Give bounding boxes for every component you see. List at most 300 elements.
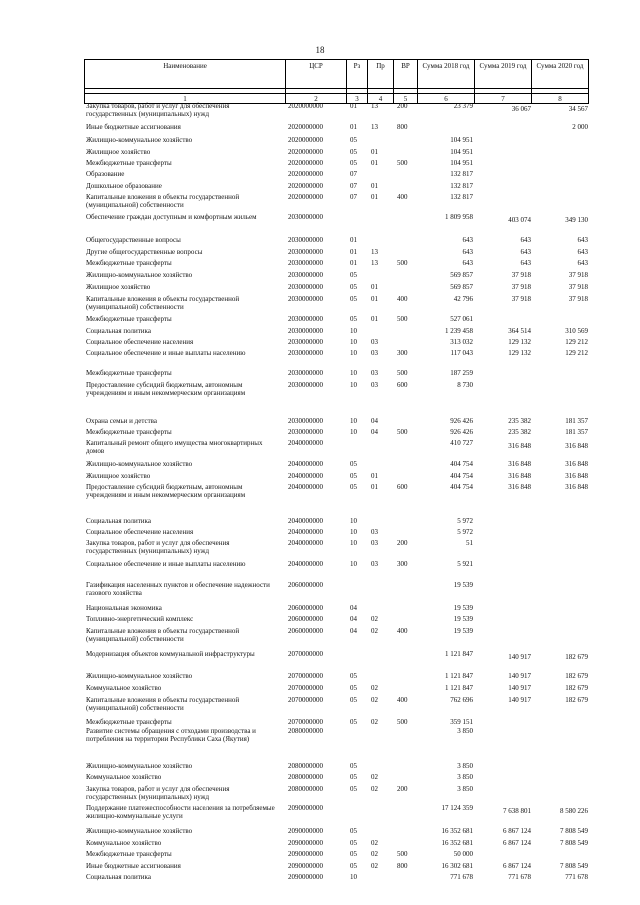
row-pr: 02 [371, 785, 378, 793]
row-pr: 02 [371, 773, 378, 781]
row-csr: 2090000000 [288, 804, 323, 812]
row-sum-2018: 1 121 847 [445, 684, 473, 692]
row-sum-2019: 316 848 [508, 442, 531, 450]
row-sum-2020: 37 918 [568, 283, 588, 291]
row-sum-2018: 359 151 [450, 718, 473, 726]
row-sum-2018: 643 [462, 248, 473, 256]
row-vr: 400 [397, 696, 408, 704]
row-csr: 2090000000 [288, 850, 323, 858]
row-pr: 02 [371, 615, 378, 623]
row-sum-2020: 181 357 [565, 428, 588, 436]
row-name: Капитальные вложения в объекты государственной (муниципальной) собственности [86, 696, 240, 712]
row-sum-2018: 1 121 847 [445, 672, 473, 680]
row-sum-2019: 37 918 [511, 283, 531, 291]
row-sum-2019: 235 382 [508, 417, 531, 425]
row-csr: 2030000000 [288, 381, 323, 389]
row-rz: 04 [350, 627, 357, 635]
row-sum-2018: 17 124 359 [441, 804, 473, 812]
row-pr: 01 [371, 148, 378, 156]
header-name: Наименование [85, 60, 286, 89]
header-pr: Пр [368, 60, 394, 89]
row-sum-2018: 104 951 [450, 148, 473, 156]
row-sum-2018: 23 379 [453, 102, 473, 110]
row-sum-2020: 7 808 549 [560, 862, 588, 870]
row-sum-2018: 104 951 [450, 136, 473, 144]
row-csr: 2030000000 [288, 295, 323, 303]
row-rz: 05 [350, 773, 357, 781]
row-name: Межбюджетные трансферты [86, 428, 172, 436]
row-csr: 2030000000 [288, 369, 323, 377]
row-rz: 07 [350, 170, 357, 178]
row-rz: 05 [350, 684, 357, 692]
row-sum-2019: 37 918 [511, 295, 531, 303]
row-vr: 200 [397, 785, 408, 793]
row-name: Охрана семьи и детства [86, 417, 157, 425]
row-sum-2020: 310 569 [565, 327, 588, 335]
row-pr: 13 [371, 259, 378, 267]
row-name: Межбюджетные трансферты [86, 159, 172, 167]
row-name: Общегосударственные вопросы [86, 236, 181, 244]
row-sum-2018: 762 696 [450, 696, 473, 704]
row-pr: 01 [371, 295, 378, 303]
row-csr: 2090000000 [288, 839, 323, 847]
row-csr: 2060000000 [288, 615, 323, 623]
row-sum-2018: 643 [462, 259, 473, 267]
row-name: Социальная политика [86, 327, 151, 335]
row-csr: 2040000000 [288, 517, 323, 525]
row-sum-2019: 364 514 [508, 327, 531, 335]
row-rz: 05 [350, 696, 357, 704]
header-num-5: 5 [394, 94, 418, 104]
row-sum-2020: 771 678 [565, 873, 588, 881]
row-name: Газификация населенных пунктов и обеспечение надежности газового хозяйства [86, 581, 270, 597]
row-rz: 01 [350, 102, 357, 110]
row-name: Жилищное хозяйство [86, 283, 151, 291]
row-csr: 2020000000 [288, 193, 323, 201]
row-vr: 800 [397, 862, 408, 870]
row-sum-2018: 132 817 [450, 170, 473, 178]
row-csr: 2020000000 [288, 148, 323, 156]
row-csr: 2030000000 [288, 259, 323, 267]
row-rz: 05 [350, 271, 357, 279]
row-vr: 400 [397, 627, 408, 635]
row-vr: 500 [397, 369, 408, 377]
row-sum-2018: 926 426 [450, 428, 473, 436]
row-csr: 2020000000 [288, 136, 323, 144]
row-sum-2019: 140 917 [508, 696, 531, 704]
row-sum-2018: 569 857 [450, 271, 473, 279]
header-num-4: 4 [368, 94, 394, 104]
row-sum-2019: 643 [520, 236, 531, 244]
row-sum-2020: 643 [577, 236, 588, 244]
row-csr: 2070000000 [288, 718, 323, 726]
row-pr: 01 [371, 315, 378, 323]
row-sum-2018: 404 754 [450, 472, 473, 480]
row-csr: 2020000000 [288, 123, 323, 131]
row-csr: 2030000000 [288, 283, 323, 291]
row-sum-2020: 316 848 [565, 442, 588, 450]
row-rz: 05 [350, 672, 357, 680]
row-csr: 2040000000 [288, 539, 323, 547]
row-rz: 05 [350, 850, 357, 858]
row-sum-2019: 771 678 [508, 873, 531, 881]
row-sum-2018: 3 850 [457, 727, 473, 735]
row-csr: 2080000000 [288, 762, 323, 770]
row-sum-2019: 37 918 [511, 271, 531, 279]
row-csr: 2070000000 [288, 684, 323, 692]
row-rz: 05 [350, 283, 357, 291]
row-rz: 05 [350, 315, 357, 323]
row-name: Социальное обеспечение и иные выплаты населению [86, 349, 246, 357]
row-csr: 2080000000 [288, 773, 323, 781]
row-csr: 2060000000 [288, 581, 323, 589]
row-sum-2019: 140 917 [508, 672, 531, 680]
row-sum-2018: 3 850 [457, 762, 473, 770]
row-csr: 2030000000 [288, 417, 323, 425]
row-sum-2018: 16 352 681 [441, 839, 473, 847]
row-name: Дошкольное образование [86, 182, 162, 190]
row-name: Развитие системы обращения с отходами производства и потребления на территории Республики Саха (Якутия) [86, 727, 256, 743]
row-rz: 10 [350, 327, 357, 335]
header-vr: ВР [394, 60, 418, 89]
row-name: Обеспечение граждан доступным и комфортным жильем [86, 213, 257, 221]
header-num-3: 3 [347, 94, 368, 104]
row-sum-2020: 316 848 [565, 460, 588, 468]
row-pr: 03 [371, 381, 378, 389]
row-sum-2019: 6 867 124 [503, 862, 531, 870]
row-sum-2020: 316 848 [565, 472, 588, 480]
row-sum-2018: 51 [466, 539, 473, 547]
row-rz: 05 [350, 862, 357, 870]
row-csr: 2030000000 [288, 428, 323, 436]
row-sum-2020: 643 [577, 248, 588, 256]
row-rz: 05 [350, 827, 357, 835]
row-sum-2020: 182 679 [565, 653, 588, 661]
row-rz: 10 [350, 528, 357, 536]
row-rz: 10 [350, 560, 357, 568]
row-csr: 2070000000 [288, 672, 323, 680]
row-sum-2018: 410 727 [450, 439, 473, 447]
row-name: Жилищно-коммунальное хозяйство [86, 460, 193, 468]
row-sum-2019: 129 132 [508, 338, 531, 346]
row-vr: 500 [397, 718, 408, 726]
row-csr: 2030000000 [288, 315, 323, 323]
row-name: Социальное обеспечение населения [86, 338, 194, 346]
row-name: Другие общегосударственные вопросы [86, 248, 203, 256]
row-sum-2018: 19 539 [453, 604, 473, 612]
row-csr: 2060000000 [288, 627, 323, 635]
row-csr: 2030000000 [288, 327, 323, 335]
row-csr: 2070000000 [288, 650, 323, 658]
row-rz: 04 [350, 615, 357, 623]
row-csr: 2030000000 [288, 248, 323, 256]
row-name: Жилищное хозяйство [86, 472, 151, 480]
row-sum-2020: 316 848 [565, 483, 588, 491]
row-sum-2018: 569 857 [450, 283, 473, 291]
row-sum-2018: 3 850 [457, 785, 473, 793]
row-rz: 07 [350, 182, 357, 190]
row-pr: 03 [371, 539, 378, 547]
row-vr: 500 [397, 315, 408, 323]
row-sum-2018: 1 809 958 [445, 213, 473, 221]
row-sum-2020: 2 000 [572, 123, 588, 131]
row-name: Капитальный ремонт общего имущества многоквартирных домов [86, 439, 263, 455]
row-pr: 13 [371, 248, 378, 256]
header-num-1: 1 [85, 94, 286, 104]
row-name: Капитальные вложения в объекты государственной (муниципальной) собственности [86, 193, 240, 209]
header-sum-2019: Сумма 2019 год [475, 60, 532, 89]
header-csr: ЦСР [286, 60, 347, 89]
row-name: Жилищно-коммунальное хозяйство [86, 271, 193, 279]
row-name: Межбюджетные трансферты [86, 259, 172, 267]
row-rz: 05 [350, 472, 357, 480]
row-pr: 01 [371, 283, 378, 291]
row-rz: 10 [350, 338, 357, 346]
row-sum-2020: 349 130 [565, 216, 588, 224]
row-csr: 2070000000 [288, 696, 323, 704]
row-pr: 02 [371, 627, 378, 635]
row-rz: 05 [350, 460, 357, 468]
row-name: Социальное обеспечение населения [86, 528, 194, 536]
row-rz: 01 [350, 259, 357, 267]
row-name: Иные бюджетные ассигнования [86, 862, 181, 870]
row-sum-2018: 771 678 [450, 873, 473, 881]
row-sum-2019: 6 867 124 [503, 827, 531, 835]
row-sum-2020: 37 918 [568, 295, 588, 303]
row-vr: 400 [397, 193, 408, 201]
row-csr: 2020000000 [288, 102, 323, 110]
row-vr: 200 [397, 102, 408, 110]
row-vr: 300 [397, 349, 408, 357]
row-csr: 2030000000 [288, 271, 323, 279]
row-name: Коммунальное хозяйство [86, 773, 162, 781]
row-sum-2019: 235 382 [508, 428, 531, 436]
row-csr: 2020000000 [288, 170, 323, 178]
row-name: Модернизация объектов коммунальной инфраструктуры [86, 650, 255, 658]
row-pr: 03 [371, 528, 378, 536]
row-pr: 01 [371, 159, 378, 167]
row-sum-2019: 316 848 [508, 460, 531, 468]
row-vr: 500 [397, 259, 408, 267]
row-sum-2018: 643 [462, 236, 473, 244]
row-name: Национальная экономика [86, 604, 162, 612]
row-name: Жилищно-коммунальное хозяйство [86, 762, 193, 770]
row-sum-2020: 7 808 549 [560, 827, 588, 835]
row-sum-2018: 5 972 [457, 528, 473, 536]
row-csr: 2040000000 [288, 460, 323, 468]
row-pr: 01 [371, 193, 378, 201]
row-rz: 05 [350, 483, 357, 491]
row-name: Жилищно-коммунальное хозяйство [86, 136, 193, 144]
row-vr: 300 [397, 560, 408, 568]
row-rz: 05 [350, 159, 357, 167]
row-rz: 10 [350, 349, 357, 357]
row-rz: 10 [350, 417, 357, 425]
row-pr: 02 [371, 839, 378, 847]
row-pr: 04 [371, 428, 378, 436]
row-csr: 2030000000 [288, 236, 323, 244]
row-sum-2020: 8 580 226 [560, 807, 588, 815]
row-name: Межбюджетные трансферты [86, 718, 172, 726]
row-pr: 02 [371, 850, 378, 858]
row-name: Капитальные вложения в объекты государственной (муниципальной) собственности [86, 627, 240, 643]
row-name: Капитальные вложения в объекты государственной (муниципальной) собственности [86, 295, 240, 311]
row-sum-2018: 8 730 [457, 381, 473, 389]
row-sum-2018: 926 426 [450, 417, 473, 425]
row-csr: 2030000000 [288, 349, 323, 357]
row-rz: 01 [350, 236, 357, 244]
row-rz: 10 [350, 369, 357, 377]
row-sum-2018: 313 032 [450, 338, 473, 346]
row-sum-2020: 37 918 [568, 271, 588, 279]
row-pr: 03 [371, 338, 378, 346]
row-rz: 01 [350, 123, 357, 131]
row-rz: 07 [350, 193, 357, 201]
row-name: Закупка товаров, работ и услуг для обеспечения государственных (муниципальных) нужд [86, 785, 230, 801]
row-name: Межбюджетные трансферты [86, 850, 172, 858]
row-sum-2018: 19 539 [453, 615, 473, 623]
row-csr: 2020000000 [288, 182, 323, 190]
row-rz: 05 [350, 136, 357, 144]
header-sum-2020: Сумма 2020 год [532, 60, 589, 89]
row-pr: 03 [371, 560, 378, 568]
row-csr: 2040000000 [288, 528, 323, 536]
row-sum-2019: 643 [520, 248, 531, 256]
row-rz: 10 [350, 539, 357, 547]
row-pr: 02 [371, 718, 378, 726]
row-vr: 600 [397, 381, 408, 389]
row-vr: 200 [397, 539, 408, 547]
row-sum-2018: 187 259 [450, 369, 473, 377]
row-csr: 2090000000 [288, 827, 323, 835]
row-name: Поддержание платежеспособности населения за потребляемые жилищно-коммунальные услуги [86, 804, 275, 820]
row-name: Топливно-энергетический комплекс [86, 615, 194, 623]
row-sum-2018: 132 817 [450, 182, 473, 190]
row-name: Коммунальное хозяйство [86, 839, 162, 847]
row-pr: 13 [371, 102, 378, 110]
row-name: Социальная политика [86, 873, 151, 881]
row-sum-2018: 19 539 [453, 581, 473, 589]
row-vr: 500 [397, 850, 408, 858]
row-name: Закупка товаров, работ и услуг для обеспечения государственных (муниципальных) нужд [86, 102, 230, 118]
row-sum-2019: 129 132 [508, 349, 531, 357]
row-csr: 2090000000 [288, 873, 323, 881]
row-rz: 10 [350, 517, 357, 525]
row-csr: 2030000000 [288, 213, 323, 221]
page-number: 18 [315, 45, 325, 55]
row-csr: 2030000000 [288, 338, 323, 346]
row-sum-2019: 316 848 [508, 483, 531, 491]
row-csr: 2040000000 [288, 560, 323, 568]
row-rz: 10 [350, 873, 357, 881]
row-sum-2018: 3 850 [457, 773, 473, 781]
row-sum-2018: 16 302 681 [441, 862, 473, 870]
row-vr: 600 [397, 483, 408, 491]
row-rz: 05 [350, 839, 357, 847]
row-sum-2018: 5 921 [457, 560, 473, 568]
row-csr: 2040000000 [288, 439, 323, 447]
row-pr: 01 [371, 182, 378, 190]
row-sum-2018: 104 951 [450, 159, 473, 167]
row-sum-2018: 16 352 681 [441, 827, 473, 835]
row-pr: 02 [371, 696, 378, 704]
row-name: Жилищно-коммунальное хозяйство [86, 827, 193, 835]
row-csr: 2080000000 [288, 785, 323, 793]
row-pr: 04 [371, 417, 378, 425]
row-sum-2019: 140 917 [508, 653, 531, 661]
row-name: Образование [86, 170, 125, 178]
row-sum-2018: 50 000 [453, 850, 473, 858]
row-sum-2020: 34 567 [568, 105, 588, 113]
row-name: Предоставление субсидий бюджетным, автономным учреждениям и иным некоммерческим организациям [86, 483, 246, 499]
row-sum-2019: 140 917 [508, 684, 531, 692]
row-sum-2020: 182 679 [565, 696, 588, 704]
header-num-7: 7 [475, 94, 532, 104]
row-sum-2018: 117 043 [450, 349, 473, 357]
row-csr: 2040000000 [288, 483, 323, 491]
row-sum-2018: 527 061 [450, 315, 473, 323]
row-rz: 10 [350, 428, 357, 436]
row-sum-2018: 1 121 847 [445, 650, 473, 658]
row-pr: 02 [371, 684, 378, 692]
row-name: Коммунальное хозяйство [86, 684, 162, 692]
row-sum-2020: 129 212 [565, 338, 588, 346]
row-name: Иные бюджетные ассигнования [86, 123, 181, 131]
header-num-2: 2 [286, 94, 347, 104]
row-sum-2019: 643 [520, 259, 531, 267]
row-name: Закупка товаров, работ и услуг для обеспечения государственных (муниципальных) нужд [86, 539, 230, 555]
row-vr: 400 [397, 295, 408, 303]
row-name: Социальная политика [86, 517, 151, 525]
row-vr: 800 [397, 123, 408, 131]
header-num-8: 8 [532, 94, 589, 104]
row-sum-2018: 19 539 [453, 627, 473, 635]
header-sum-2018: Сумма 2018 год [418, 60, 475, 89]
row-name: Жилищно-коммунальное хозяйство [86, 672, 193, 680]
row-sum-2019: 7 638 801 [503, 807, 531, 815]
row-rz: 05 [350, 718, 357, 726]
row-vr: 500 [397, 428, 408, 436]
header-num-6: 6 [418, 94, 475, 104]
row-sum-2020: 182 679 [565, 684, 588, 692]
row-sum-2019: 316 848 [508, 472, 531, 480]
row-rz: 05 [350, 785, 357, 793]
row-sum-2018: 404 754 [450, 483, 473, 491]
row-rz: 05 [350, 148, 357, 156]
header-rz: Рз [347, 60, 368, 89]
row-sum-2020: 129 212 [565, 349, 588, 357]
row-sum-2019: 6 867 124 [503, 839, 531, 847]
row-csr: 2020000000 [288, 159, 323, 167]
row-pr: 01 [371, 472, 378, 480]
row-rz: 10 [350, 381, 357, 389]
row-name: Жилищное хозяйство [86, 148, 151, 156]
row-name: Предоставление субсидий бюджетным, автономным учреждениям и иным некоммерческим организациям [86, 381, 246, 397]
row-sum-2019: 36 067 [511, 105, 531, 113]
row-sum-2018: 1 239 458 [445, 327, 473, 335]
row-csr: 2040000000 [288, 472, 323, 480]
row-name: Социальное обеспечение и иные выплаты населению [86, 560, 246, 568]
row-vr: 500 [397, 159, 408, 167]
row-name: Межбюджетные трансферты [86, 369, 172, 377]
row-rz: 01 [350, 248, 357, 256]
row-rz: 04 [350, 604, 357, 612]
row-sum-2018: 5 972 [457, 517, 473, 525]
row-pr: 02 [371, 862, 378, 870]
row-pr: 03 [371, 349, 378, 357]
row-sum-2020: 182 679 [565, 672, 588, 680]
row-csr: 2060000000 [288, 604, 323, 612]
